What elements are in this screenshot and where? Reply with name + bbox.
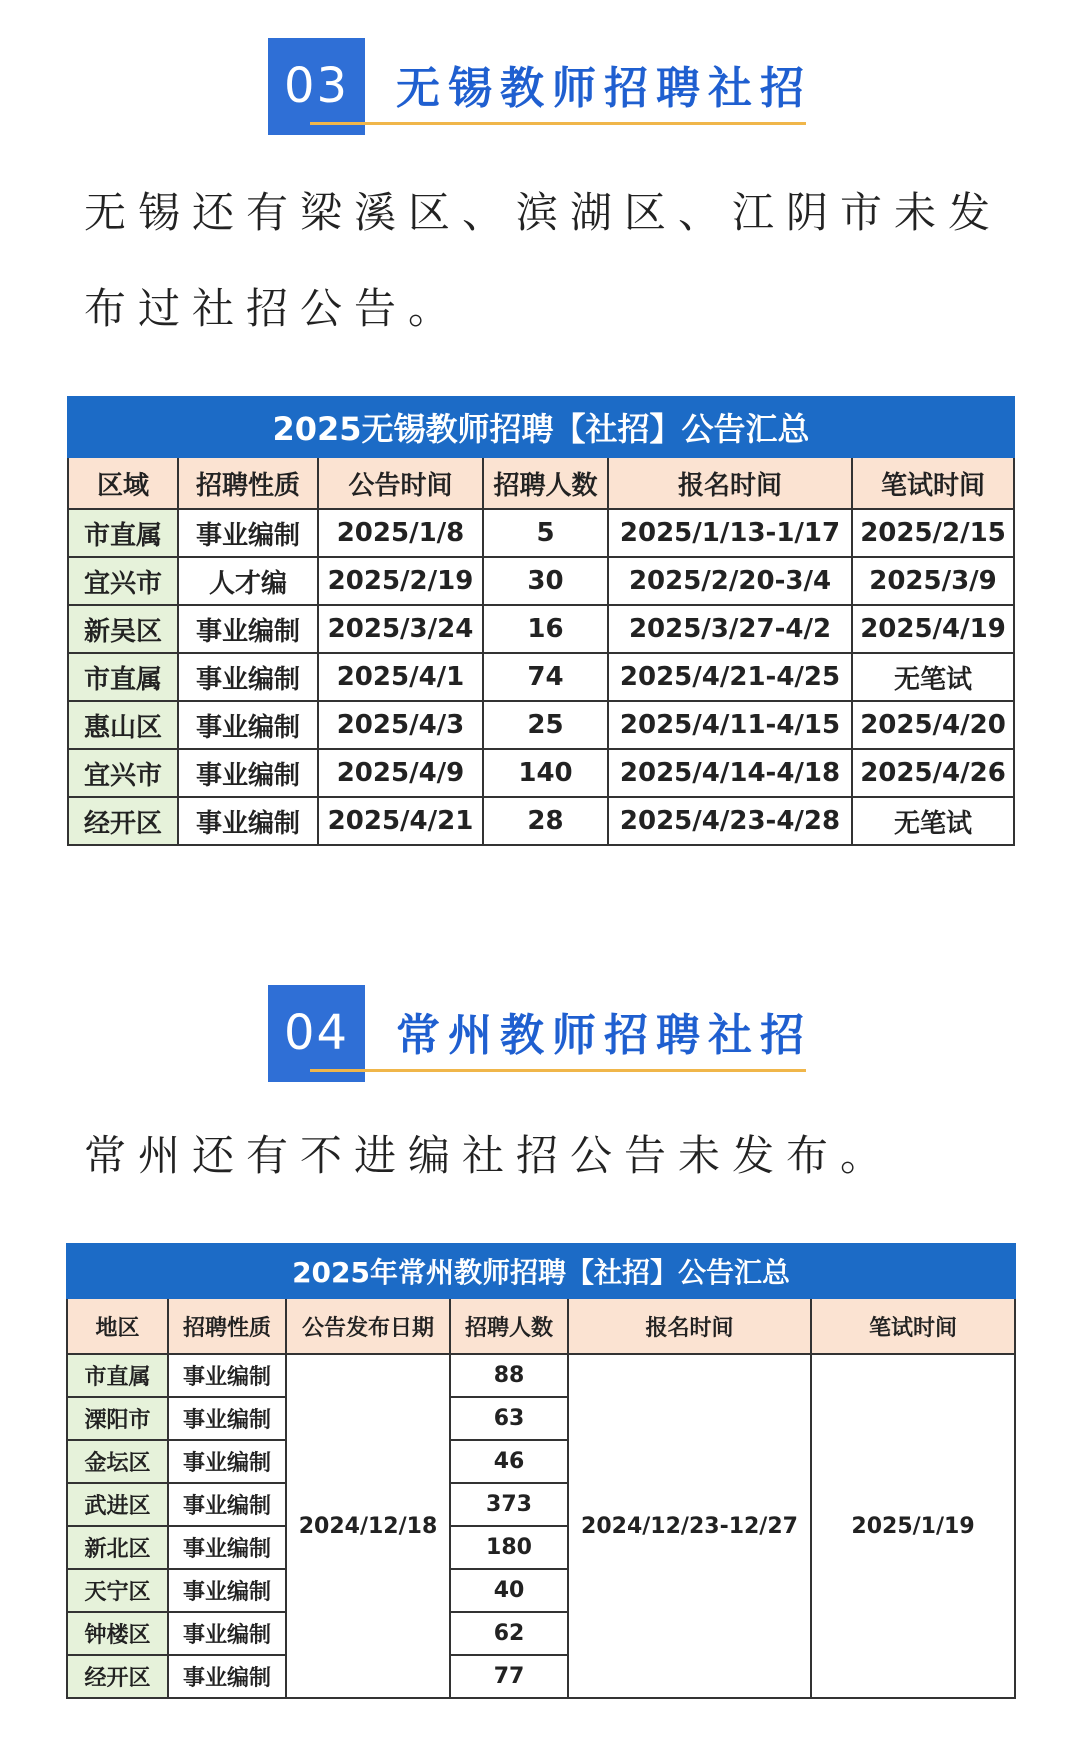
- section-paragraph: 无锡还有梁溪区、滨湖区、江阴市未发布过社招公告。: [84, 188, 1003, 333]
- column-header: 报名时间: [568, 1298, 811, 1354]
- table-cell: 无笔试: [852, 797, 1014, 845]
- table-cell: 事业编制: [168, 1440, 286, 1483]
- column-header: 招聘人数: [483, 457, 608, 509]
- section-paragraph: 常州还有不进编社招公告未发布。: [84, 1131, 895, 1180]
- title-underline: [310, 1069, 806, 1072]
- table-row: [68, 509, 1014, 557]
- table-cell: 2025/4/26: [852, 749, 1014, 797]
- table-cell: 新北区: [67, 1526, 168, 1569]
- table-cell: 宜兴市: [68, 749, 178, 797]
- table-title: 2025年常州教师招聘【社招】公告汇总: [67, 1244, 1015, 1298]
- table-cell: 事业编制: [178, 749, 318, 797]
- column-header: 招聘人数: [450, 1298, 568, 1354]
- table-cell: 16: [483, 605, 608, 653]
- column-header: 公告发布日期: [286, 1298, 450, 1354]
- table-cell: 88: [450, 1354, 568, 1397]
- table-cell: 事业编制: [168, 1655, 286, 1698]
- title-underline: [310, 122, 806, 125]
- table-cell: 2025/2/15: [852, 509, 1014, 557]
- table-row: [67, 1354, 1015, 1397]
- table-cell: 2025/4/11-4/15: [608, 701, 852, 749]
- table-cell: 事业编制: [168, 1612, 286, 1655]
- table-row: [68, 557, 1014, 605]
- section-title: 无锡教师招聘社招: [396, 63, 812, 114]
- table-cell: 40: [450, 1569, 568, 1612]
- table-cell: 62: [450, 1612, 568, 1655]
- table-cell: 天宁区: [67, 1569, 168, 1612]
- table-cell: 2025/4/19: [852, 605, 1014, 653]
- table-cell: 事业编制: [168, 1483, 286, 1526]
- column-header: 招聘性质: [178, 457, 318, 509]
- column-header: 笔试时间: [811, 1298, 1015, 1354]
- table-cell: 2025/4/20: [852, 701, 1014, 749]
- table-cell: 2025/4/14-4/18: [608, 749, 852, 797]
- table-cell: 人才编: [178, 557, 318, 605]
- table-cell: 无笔试: [852, 653, 1014, 701]
- table-cell: 2025/3/27-4/2: [608, 605, 852, 653]
- section-header-04: [0, 985, 1080, 1085]
- table-cell: 63: [450, 1397, 568, 1440]
- table-cell: 5: [483, 509, 608, 557]
- table-cell: 2025/1/13-1/17: [608, 509, 852, 557]
- table-cell: 2025/1/19: [811, 1354, 1015, 1698]
- table-cell: 373: [450, 1483, 568, 1526]
- table-cell: 惠山区: [68, 701, 178, 749]
- table-cell: 事业编制: [168, 1526, 286, 1569]
- table-cell: 2025/2/20-3/4: [608, 557, 852, 605]
- table-cell: 事业编制: [178, 653, 318, 701]
- table-cell: 市直属: [68, 509, 178, 557]
- table-cell: 30: [483, 557, 608, 605]
- table-title: 2025无锡教师招聘【社招】公告汇总: [68, 397, 1014, 457]
- column-header: 公告时间: [318, 457, 483, 509]
- table-cell: 武进区: [67, 1483, 168, 1526]
- table-cell: 2025/3/24: [318, 605, 483, 653]
- section-number: 04: [268, 985, 365, 1082]
- table-row: [68, 797, 1014, 845]
- table-cell: 2025/3/9: [852, 557, 1014, 605]
- table-cell: 180: [450, 1526, 568, 1569]
- table-cell: 钟楼区: [67, 1612, 168, 1655]
- table-cell: 2025/1/8: [318, 509, 483, 557]
- section-header-03: [0, 38, 1080, 138]
- section-number: 03: [268, 38, 365, 135]
- table-cell: 事业编制: [178, 509, 318, 557]
- table-row: [68, 653, 1014, 701]
- column-header: 招聘性质: [168, 1298, 286, 1354]
- table-cell: 25: [483, 701, 608, 749]
- table-cell: 市直属: [67, 1354, 168, 1397]
- table-cell: 宜兴市: [68, 557, 178, 605]
- table-row: [68, 605, 1014, 653]
- table-cell: 事业编制: [178, 605, 318, 653]
- table-cell: 2025/4/21: [318, 797, 483, 845]
- table-cell: 2025/4/23-4/28: [608, 797, 852, 845]
- table-cell: 2025/4/3: [318, 701, 483, 749]
- column-header: 笔试时间: [852, 457, 1014, 509]
- table-cell: 28: [483, 797, 608, 845]
- table-cell: 经开区: [67, 1655, 168, 1698]
- table-cell: 市直属: [68, 653, 178, 701]
- table-cell: 2025/2/19: [318, 557, 483, 605]
- table-cell: 2025/4/21-4/25: [608, 653, 852, 701]
- table-cell: 2024/12/23-12/27: [568, 1354, 811, 1698]
- table-cell: 金坛区: [67, 1440, 168, 1483]
- table-cell: 事业编制: [178, 797, 318, 845]
- table-cell: 2025/4/1: [318, 653, 483, 701]
- table-cell: 事业编制: [168, 1569, 286, 1612]
- table-cell: 新吴区: [68, 605, 178, 653]
- column-header: 报名时间: [608, 457, 852, 509]
- table-cell: 74: [483, 653, 608, 701]
- section-title: 常州教师招聘社招: [396, 1010, 812, 1061]
- table-cell: 事业编制: [178, 701, 318, 749]
- table-row: [68, 701, 1014, 749]
- column-header: 地区: [67, 1298, 168, 1354]
- table-cell: 事业编制: [168, 1397, 286, 1440]
- table-cell: 77: [450, 1655, 568, 1698]
- changzhou-recruitment-table: [66, 1243, 1016, 1699]
- column-header: 区域: [68, 457, 178, 509]
- table-body: [67, 1354, 1015, 1698]
- table-body: [68, 509, 1014, 845]
- table-cell: 事业编制: [168, 1354, 286, 1397]
- table-cell: 46: [450, 1440, 568, 1483]
- wuxi-recruitment-table: [67, 396, 1015, 846]
- table-cell: 2024/12/18: [286, 1354, 450, 1698]
- table-cell: 140: [483, 749, 608, 797]
- table-row: [68, 749, 1014, 797]
- table-cell: 经开区: [68, 797, 178, 845]
- table-cell: 2025/4/9: [318, 749, 483, 797]
- table-cell: 溧阳市: [67, 1397, 168, 1440]
